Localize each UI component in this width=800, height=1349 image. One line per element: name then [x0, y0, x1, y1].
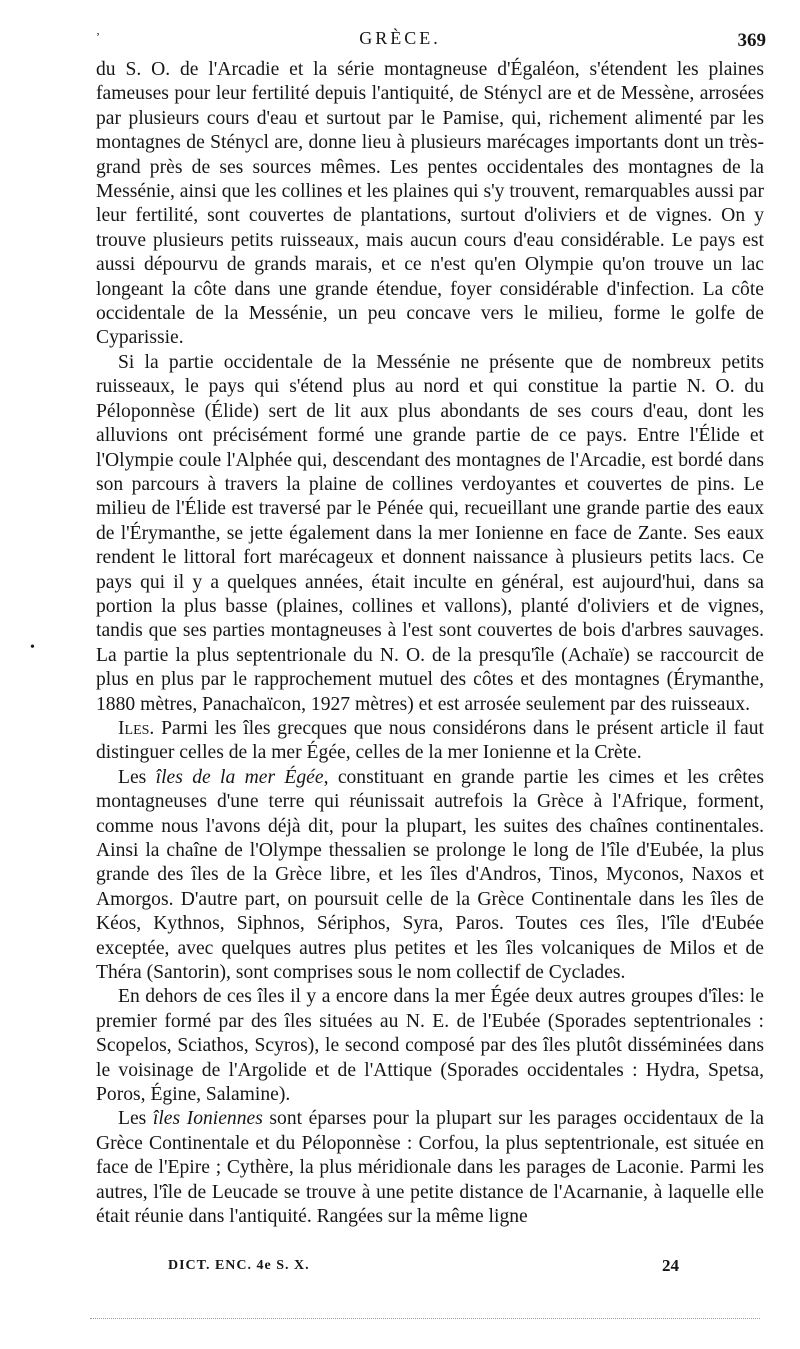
paragraph-text: sont éparses pour la plupart sur les parages occidentaux de la Grèce Continentale et du Péloponnèse : Corfou, la plus septentrionale, est située en face de l'Epire ; Cythère, la plus méridionale dans les parages de Laconie. Parmi les autres, l'île de Leucade se trouve à une petite distance de l'Acarnanie, à laquelle elle était réunie dans l'antiquité. Rangées sur la même ligne	[96, 1108, 764, 1228]
folio-number: 24	[662, 1256, 679, 1275]
paragraph-text: En dehors de ces îles il y a encore dans la mer Égée deux autres groupes d'îles: le premier formé par des îles situées au N. E. de l'Eubée (Sporades septentrionales : Scopelos, Sciathos, Scyros), le second composé par des îles plutôt disséminées dans le voisinage de l'Argolide et de l'Attique (Sporades occidentales : Hydra, Spetsa, Poros, Égine, Salamine).	[96, 986, 764, 1106]
paragraph-text: Parmi les îles grecques que nous considérons dans le présent article il faut distinguer celles de la mer Égée, celles de la mer Ionienne et la Crète.	[96, 717, 764, 764]
paragraph-lead: Les	[118, 766, 156, 788]
signature-mark: DICT. ENC. 4e S. X.	[168, 1258, 310, 1273]
margin-mark: •	[30, 640, 35, 655]
paragraph-iles	[96, 717, 764, 766]
body-text	[96, 58, 764, 1230]
page-header	[0, 26, 800, 56]
page-trim-line	[90, 1318, 760, 1319]
paragraph-text: du S. O. de l'Arcadie et la série montagneuse d'Égaléon, s'étendent les plaines fameuses pour leur fertilité depuis l'antiquité, de Sténycl are et de Messène, arrosées par plusieurs cours d'eau et surtout par le Pamise, qui, richement alimenté par les montagnes de Sténycl are, donne lieu à plusieurs marécages importants dont un très-grand près de ses sources mêmes. Les pentes occidentales des montagnes de la Messénie, ainsi que les collines et les plaines qui s'y trouvent, remarquables aussi par leur fertilité, sont couvertes de plantations, surtout d'oliviers et de vignes. On y trouve plusieurs petits ruisseaux, mais aucun cours d'eau considérable. Le pays est aussi dépourvu de grands marais, et ce n'est qu'en Olympie qu'on trouve un lac longeant la côte dans une grande étendue, foyer considérable d'infection. La côte occidentale de la Messénie, un peu concave vers le milieu, forme le golfe de Cyparissie.	[96, 59, 764, 349]
section-heading-iles: Iles.	[118, 717, 155, 739]
paragraph-elide	[96, 351, 764, 717]
paragraph-lead: Les	[118, 1108, 153, 1130]
paragraph-iles-ioniennes	[96, 1107, 764, 1229]
paragraph-sporades	[96, 985, 764, 1107]
page-footer	[0, 1258, 800, 1288]
paragraph-text: , constituant en grande partie les cimes et les crêtes montagneuses d'une terre qui réunissait autrefois la Grèce à l'Afrique, forment, comme nous l'avons déjà dit, pour la plupart, les suites des chaînes continentales. Ainsi la chaîne de l'Olympe thessalien se prolonge le long de l'île d'Eubée, la plus grande des îles de la Grèce libre, et les îles d'Andros, Tinos, Myconos, Naxos et Amorgos. D'autre part, on poursuit celle de la Grèce Continentale dans les îles de Kéos, Kythnos, Siphnos, Sériphos, Syra, Paros. Toutes ces îles, l'île d'Eubée exceptée, avec quelques autres plus petites et les îles volcaniques de Milos et de Théra (Santorin), sont comprises sous le nom collectif de Cyclades.	[96, 766, 764, 984]
running-title: GRÈCE.	[359, 28, 441, 48]
paragraph-text: Si la partie occidentale de la Messénie ne présente que de nombreux petits ruisseaux, le pays qui s'étend plus au nord et qui constitue la partie N. O. du Péloponnèse (Élide) sert de lit aux plus abondants de ses cours d'eau, dont les alluvions ont précisément formé une grande partie de ce pays. Entre l'Élide et l'Olympie coule l'Alphée qui, descendant des montagnes de l'Arcadie, est bordé dans son parcours à travers la plaine de collines verdoyantes et couvertes de pins. Le milieu de l'Élide est traversé par le Pénée qui, recueillant une grande partie des eaux de l'Érymanthe, se jette également dans la mer Ionienne en face de Zante. Ses eaux rendent le littoral fort marécageux et donnent naissance à plusieurs petits lacs. Ce pays qui il y a quelques années, était inculte en général, est aujourd'hui, dans sa portion la plus basse (plaines, collines et vallons), planté d'oliviers et de vignes, tandis que ses parties montagneuses à l'est sont couvertes de bois d'arbres sauvages. La partie la plus septentrionale du N. O. de la presqu'île (Achaïe) se raccourcit de plus en plus par le rapprochement mutuel des côtes et des montagnes (Érymanthe, 1880 mètres, Panachaïcon, 1927 mètres) et est arrosée seulement par des ruisseaux.	[96, 351, 764, 715]
paragraph-mer-egee	[96, 766, 764, 986]
italic-term: îles Ioniennes	[152, 1108, 263, 1130]
italic-term: îles de la mer Égée	[155, 766, 324, 788]
header-mark: ʼ	[96, 30, 100, 44]
paragraph-messenie	[96, 58, 764, 351]
page-number: 369	[737, 30, 766, 51]
